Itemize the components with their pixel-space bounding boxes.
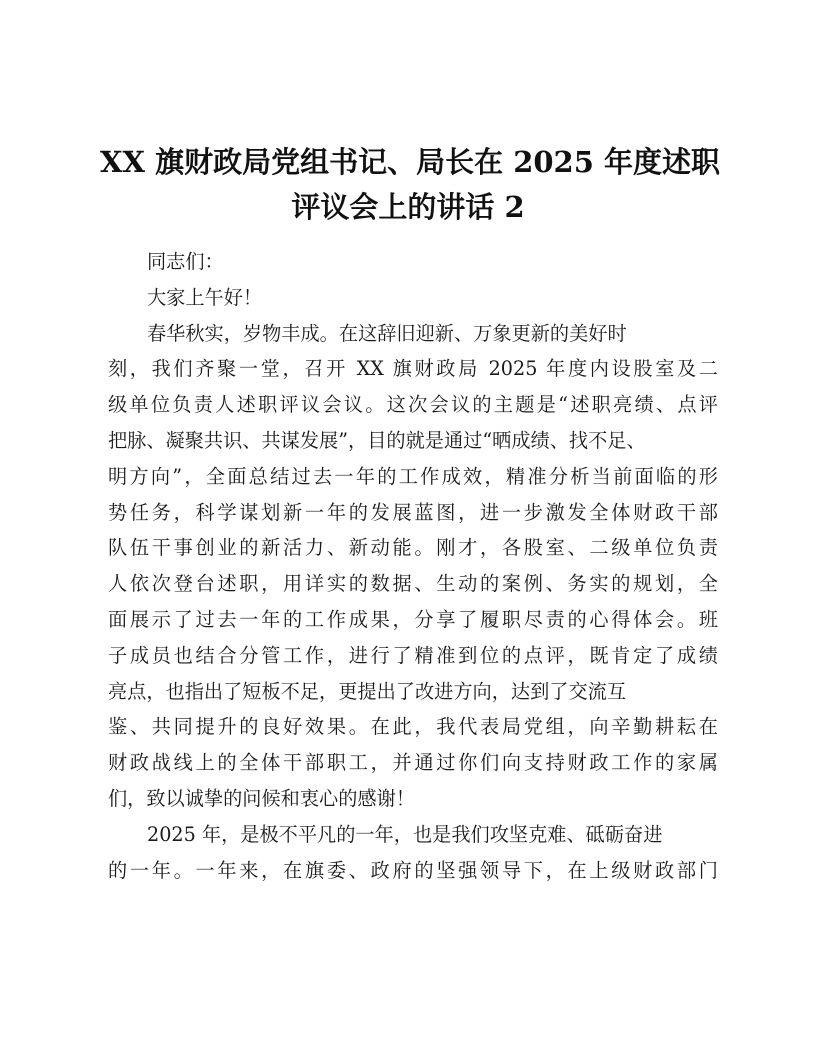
paragraph-line: 们，致以诚挚的问候和衷心的感谢！ — [108, 786, 415, 810]
paragraph-line: 春华秋实，岁物丰成。在这辞旧迎新、万象更新的美好时 — [147, 321, 627, 345]
paragraph-line: 队伍干事创业的新活力、新动能。刚才，各股室、二级单位负责 — [108, 536, 718, 560]
paragraph-2 — [108, 817, 718, 889]
paragraph-1 — [108, 316, 718, 817]
document-body — [108, 244, 718, 888]
salutation: 大家上午好！ — [147, 285, 263, 309]
paragraph-line: 明方向”，全面总结过去一年的工作成效，精准分析当前面临的形 — [108, 464, 718, 488]
paragraph-line: 亮点，也指出了短板不足，更提出了改进方向，达到了交流互 — [108, 679, 627, 703]
paragraph-line: 2025 年，是极不平凡的一年，也是我们攻坚克难、砥砺奋进 — [147, 822, 663, 846]
title-line-2: 评议会上的讲话 2 — [291, 190, 525, 224]
greeting: 同志们： — [147, 250, 224, 273]
paragraph-line: 子成员也结合分管工作，进行了精准到位的点评，既肯定了成绩 — [108, 643, 718, 667]
paragraph-line: 刻，我们齐聚一堂，召开 XX 旗财政局 2025 年度内设股室及二 — [108, 357, 718, 381]
paragraph-line: 鉴、共同提升的良好效果。在此，我代表局党组，向辛勤耕耘在 — [108, 715, 718, 739]
paragraph-line: 把脉、凝聚共识、共谋发展”，目的就是通过“晒成绩、找不足、 — [108, 428, 646, 452]
paragraph-line: 面展示了过去一年的工作成果，分享了履职尽责的心得体会。班 — [108, 607, 718, 631]
paragraph-line: 的一年。一年来，在旗委、政府的坚强领导下，在上级财政部门 — [108, 858, 718, 882]
paragraph-line: 势任务，科学谋划新一年的发展蓝图，进一步激发全体财政干部 — [108, 500, 718, 524]
paragraph-line: 人依次登台述职，用详实的数据、生动的案例、务实的规划，全 — [108, 572, 718, 596]
paragraph-line: 级单位负责人述职评议会议。这次会议的主题是“述职亮绩、点评 — [108, 393, 718, 417]
title-line-1: XX 旗财政局党组书记、局长在 2025 年度述职 — [100, 145, 721, 179]
paragraph-line: 财政战线上的全体干部职工，并通过你们向支持财政工作的家属 — [108, 751, 718, 775]
document-title — [100, 140, 721, 230]
